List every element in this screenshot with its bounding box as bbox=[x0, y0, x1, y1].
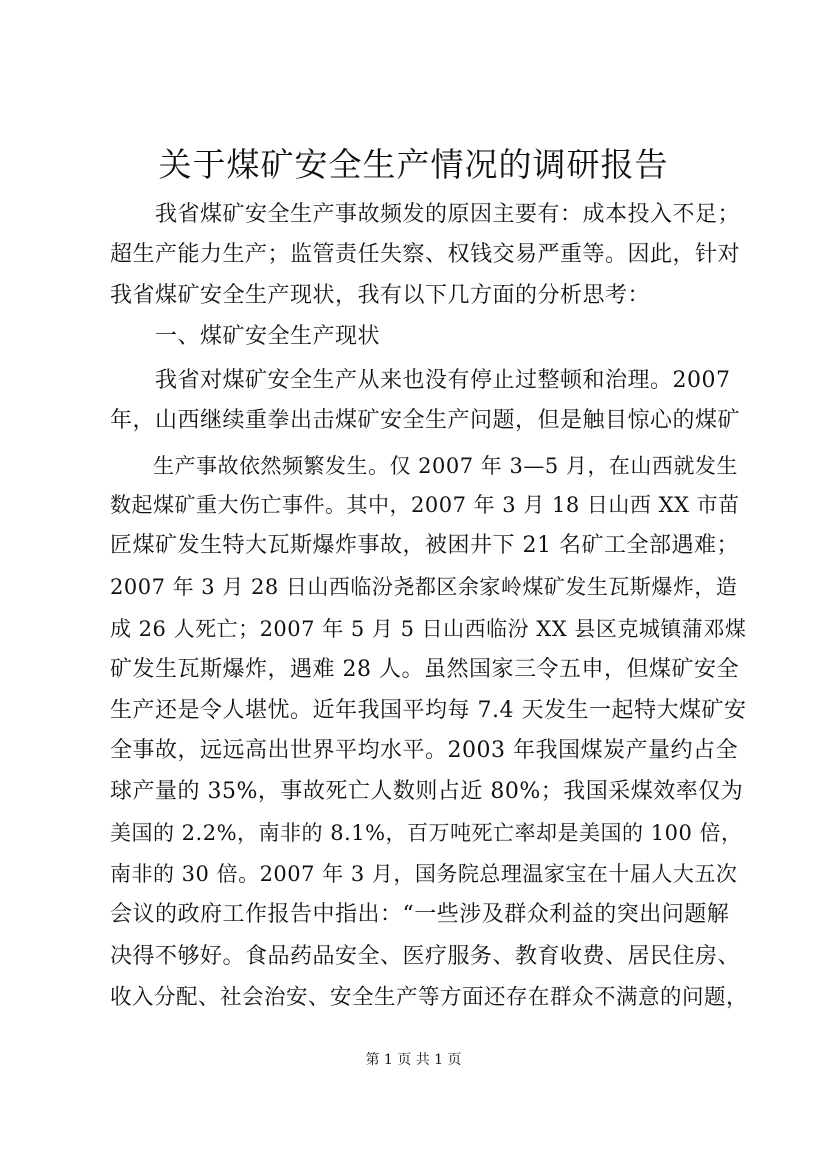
paragraph-line: 我省对煤矿安全生产从来也没有停止过整顿和治理。2007 bbox=[110, 368, 731, 393]
paragraph-line: 生产事故依然频繁发生。仅 2007 年 3—5 月，在山西就发生 bbox=[110, 454, 738, 478]
paragraph-line: 决得不够好。食品药品安全、医疗服务、教育收费、居民住房、 bbox=[110, 944, 741, 969]
paragraph-line: 全事故，远远高出世界平均水平。2003 年我国煤炭产量约占全 bbox=[110, 738, 738, 763]
document-title: 关于煤矿安全生产情况的调研报告 bbox=[158, 145, 669, 184]
paragraph-line: 南非的 30 倍。2007 年 3 月，国务院总理温家宝在十届人大五次 bbox=[110, 862, 738, 886]
paragraph-line: 收入分配、社会治安、安全生产等方面还存在群众不满意的问题， bbox=[110, 985, 749, 1010]
paragraph-line: 成 26 人死亡；2007 年 5 月 5 日山西临汾 XX 县区克城镇蒲邓煤 bbox=[110, 617, 747, 641]
paragraph-line: 矿发生瓦斯爆炸，遇难 28 人。虽然国家三令五申，但煤矿安全 bbox=[110, 657, 739, 682]
paragraph-line: 超生产能力生产；监管责任失察、权钱交易严重等。因此，针对 bbox=[110, 242, 741, 267]
paragraph-line: 数起煤矿重大伤亡事件。其中，2007 年 3 月 18 日山西 XX 市苗 bbox=[110, 493, 740, 517]
paragraph-line: 2007 年 3 月 28 日山西临汾尧都区余家岭煤矿发生瓦斯爆炸，造 bbox=[110, 575, 738, 599]
paragraph-line: 匠煤矿发生特大瓦斯爆炸事故，被困井下 21 名矿工全部遇难； bbox=[110, 533, 739, 558]
paragraph-line: 我省煤矿安全生产现状，我有以下几方面的分析思考： bbox=[110, 283, 651, 308]
paragraph-line: 美国的 2.2%，南非的 8.1%，百万吨死亡率却是美国的 100 倍， bbox=[110, 821, 743, 845]
section-heading: 一、煤矿安全生产现状 bbox=[110, 324, 381, 349]
paragraph-line: 生产还是令人堪忧。近年我国平均每 7.4 天发生一起特大煤矿安 bbox=[110, 698, 747, 723]
paragraph-line: 年，山西继续重拳出击煤矿安全生产问题，但是触目惊心的煤矿 bbox=[110, 408, 741, 433]
paragraph-line: 会议的政府工作报告中指出：“一些涉及群众利益的突出问题解 bbox=[110, 902, 730, 927]
paragraph-line: 我省煤矿安全生产事故频发的原因主要有：成本投入不足； bbox=[110, 202, 741, 227]
page-number-footer: 第 1 页 共 1 页 bbox=[365, 1052, 462, 1068]
paragraph-line: 球产量的 35%，事故死亡人数则占近 80%；我国采煤效率仅为 bbox=[110, 779, 744, 804]
